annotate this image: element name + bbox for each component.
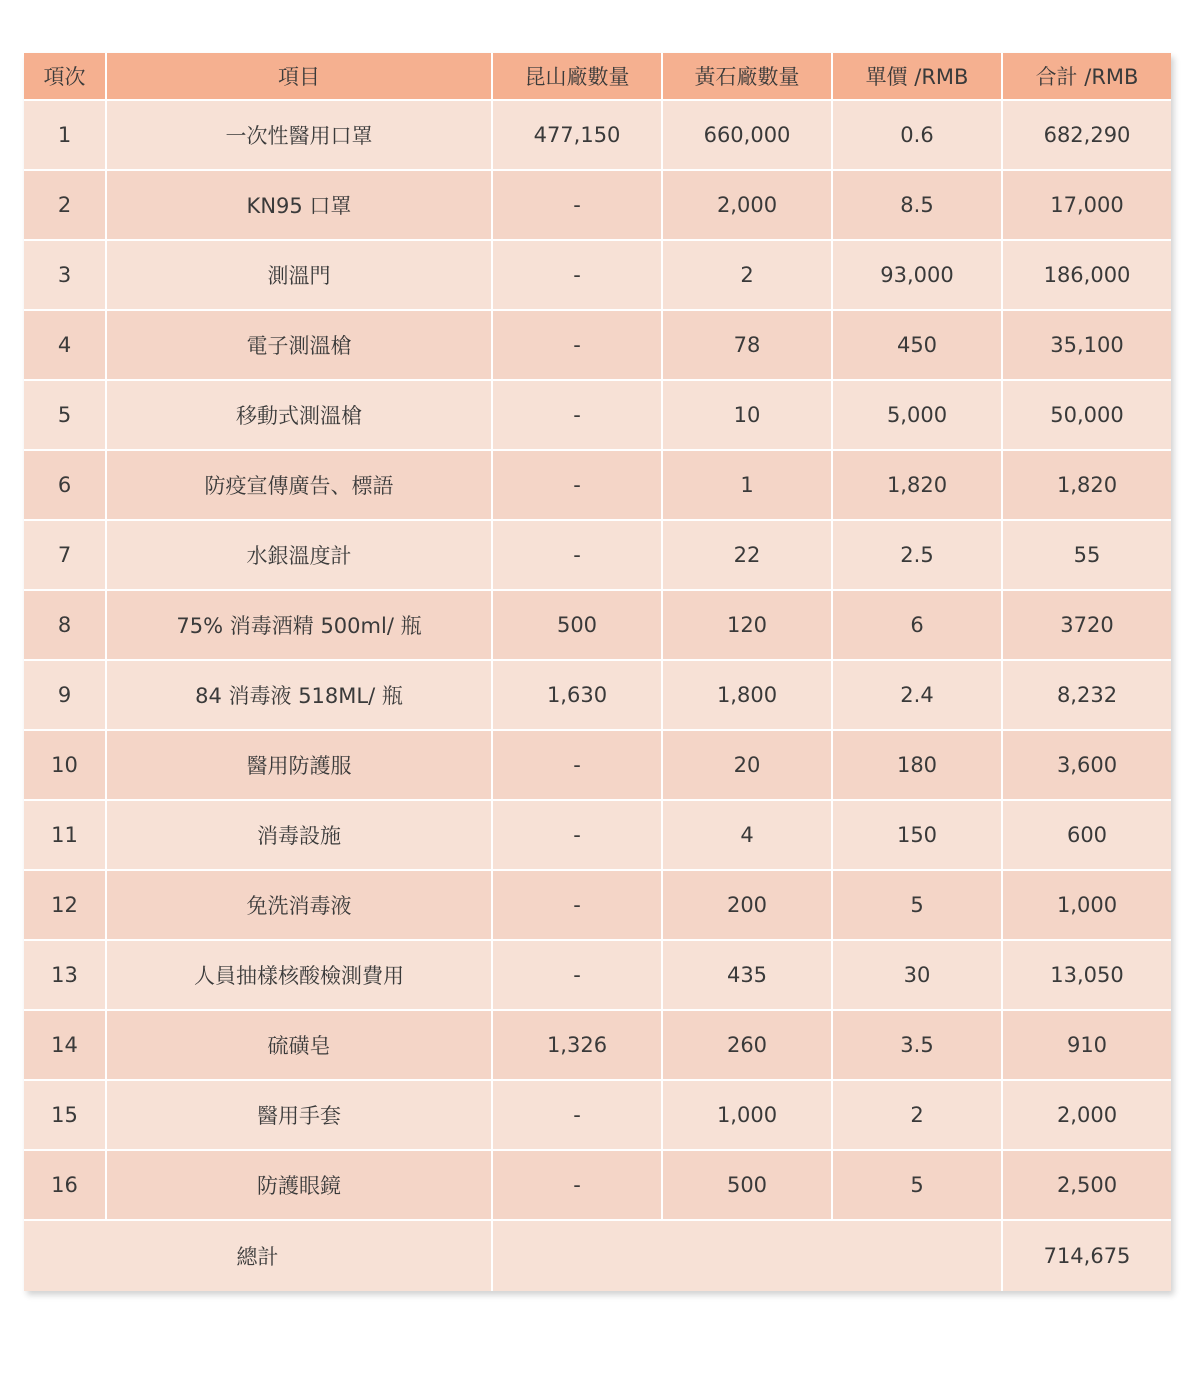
cell-subtotal: 35,100 [1002, 310, 1171, 380]
cell-kunshan-qty: - [492, 800, 662, 870]
cell-item-name: 防疫宣傳廣告、標語 [106, 450, 492, 520]
cell-item-name: 免洗消毒液 [106, 870, 492, 940]
cell-item-name: 消毒設施 [106, 800, 492, 870]
cell-kunshan-qty: - [492, 1080, 662, 1150]
total-blank [492, 1220, 1002, 1291]
cell-kunshan-qty: 1,326 [492, 1010, 662, 1080]
cell-item-no: 6 [24, 450, 106, 520]
cell-item-name: 電子測溫槍 [106, 310, 492, 380]
cell-item-name: 84 消毒液 518ML/ 瓶 [106, 660, 492, 730]
cell-item-name: 測溫門 [106, 240, 492, 310]
cell-huangshi-qty: 78 [662, 310, 832, 380]
cell-item-name: 醫用防護服 [106, 730, 492, 800]
cell-huangshi-qty: 22 [662, 520, 832, 590]
table-row [24, 940, 1171, 1010]
expense-table-container [24, 53, 1171, 1291]
cell-item-no: 10 [24, 730, 106, 800]
cell-item-name: 硫磺皂 [106, 1010, 492, 1080]
cell-subtotal: 910 [1002, 1010, 1171, 1080]
cell-unit-price: 5 [832, 1150, 1002, 1220]
cell-item-no: 11 [24, 800, 106, 870]
table-row [24, 800, 1171, 870]
cell-subtotal: 186,000 [1002, 240, 1171, 310]
header-subtotal: 合計 /RMB [1002, 53, 1171, 100]
cell-kunshan-qty: - [492, 170, 662, 240]
table-row [24, 730, 1171, 800]
cell-huangshi-qty: 1,000 [662, 1080, 832, 1150]
cell-item-name: KN95 口罩 [106, 170, 492, 240]
cell-item-name: 人員抽樣核酸檢測費用 [106, 940, 492, 1010]
cell-item-name: 水銀溫度計 [106, 520, 492, 590]
cell-kunshan-qty: 477,150 [492, 100, 662, 170]
cell-unit-price: 93,000 [832, 240, 1002, 310]
table-row [24, 1150, 1171, 1220]
cell-item-no: 15 [24, 1080, 106, 1150]
cell-kunshan-qty: - [492, 520, 662, 590]
table-row [24, 870, 1171, 940]
cell-unit-price: 3.5 [832, 1010, 1002, 1080]
cell-subtotal: 1,820 [1002, 450, 1171, 520]
header-huangshi-qty: 黃石廠數量 [662, 53, 832, 100]
table-row [24, 240, 1171, 310]
expense-table [24, 53, 1171, 1291]
cell-item-no: 9 [24, 660, 106, 730]
cell-kunshan-qty: 500 [492, 590, 662, 660]
cell-unit-price: 2.4 [832, 660, 1002, 730]
cell-subtotal: 682,290 [1002, 100, 1171, 170]
cell-item-no: 2 [24, 170, 106, 240]
cell-subtotal: 2,000 [1002, 1080, 1171, 1150]
cell-huangshi-qty: 4 [662, 800, 832, 870]
table-row [24, 100, 1171, 170]
header-item-name: 項目 [106, 53, 492, 100]
cell-huangshi-qty: 200 [662, 870, 832, 940]
cell-item-no: 13 [24, 940, 106, 1010]
cell-item-no: 12 [24, 870, 106, 940]
cell-huangshi-qty: 2 [662, 240, 832, 310]
cell-item-no: 5 [24, 380, 106, 450]
cell-kunshan-qty: - [492, 240, 662, 310]
cell-item-name: 75% 消毒酒精 500ml/ 瓶 [106, 590, 492, 660]
cell-subtotal: 50,000 [1002, 380, 1171, 450]
cell-subtotal: 3720 [1002, 590, 1171, 660]
table-row [24, 1080, 1171, 1150]
header-kunshan-qty: 昆山廠數量 [492, 53, 662, 100]
cell-item-no: 4 [24, 310, 106, 380]
cell-huangshi-qty: 260 [662, 1010, 832, 1080]
cell-item-name: 移動式測溫槍 [106, 380, 492, 450]
table-row [24, 310, 1171, 380]
cell-subtotal: 1,000 [1002, 870, 1171, 940]
cell-huangshi-qty: 2,000 [662, 170, 832, 240]
total-row [24, 1220, 1171, 1291]
cell-kunshan-qty: - [492, 940, 662, 1010]
cell-unit-price: 450 [832, 310, 1002, 380]
table-row [24, 450, 1171, 520]
cell-kunshan-qty: - [492, 450, 662, 520]
cell-subtotal: 3,600 [1002, 730, 1171, 800]
cell-huangshi-qty: 435 [662, 940, 832, 1010]
cell-item-no: 3 [24, 240, 106, 310]
cell-huangshi-qty: 500 [662, 1150, 832, 1220]
cell-kunshan-qty: - [492, 310, 662, 380]
table-row [24, 590, 1171, 660]
cell-item-no: 8 [24, 590, 106, 660]
cell-huangshi-qty: 1,800 [662, 660, 832, 730]
cell-item-no: 7 [24, 520, 106, 590]
table-row [24, 1010, 1171, 1080]
cell-kunshan-qty: 1,630 [492, 660, 662, 730]
table-row [24, 170, 1171, 240]
cell-kunshan-qty: - [492, 1150, 662, 1220]
cell-huangshi-qty: 120 [662, 590, 832, 660]
cell-kunshan-qty: - [492, 870, 662, 940]
cell-unit-price: 5,000 [832, 380, 1002, 450]
cell-item-name: 醫用手套 [106, 1080, 492, 1150]
cell-unit-price: 150 [832, 800, 1002, 870]
cell-subtotal: 55 [1002, 520, 1171, 590]
cell-huangshi-qty: 10 [662, 380, 832, 450]
cell-item-name: 防護眼鏡 [106, 1150, 492, 1220]
cell-unit-price: 2 [832, 1080, 1002, 1150]
cell-huangshi-qty: 1 [662, 450, 832, 520]
cell-item-no: 14 [24, 1010, 106, 1080]
cell-unit-price: 6 [832, 590, 1002, 660]
cell-unit-price: 2.5 [832, 520, 1002, 590]
cell-unit-price: 8.5 [832, 170, 1002, 240]
cell-unit-price: 30 [832, 940, 1002, 1010]
cell-subtotal: 8,232 [1002, 660, 1171, 730]
header-unit-price: 單價 /RMB [832, 53, 1002, 100]
header-item-no: 項次 [24, 53, 106, 100]
cell-unit-price: 0.6 [832, 100, 1002, 170]
total-label: 總計 [24, 1220, 492, 1291]
table-row [24, 380, 1171, 450]
cell-subtotal: 2,500 [1002, 1150, 1171, 1220]
table-row [24, 520, 1171, 590]
cell-kunshan-qty: - [492, 380, 662, 450]
cell-subtotal: 17,000 [1002, 170, 1171, 240]
cell-subtotal: 13,050 [1002, 940, 1171, 1010]
table-row [24, 660, 1171, 730]
cell-unit-price: 180 [832, 730, 1002, 800]
cell-item-name: 一次性醫用口罩 [106, 100, 492, 170]
cell-unit-price: 1,820 [832, 450, 1002, 520]
cell-huangshi-qty: 660,000 [662, 100, 832, 170]
table-header-row [24, 53, 1171, 100]
cell-kunshan-qty: - [492, 730, 662, 800]
cell-item-no: 1 [24, 100, 106, 170]
cell-huangshi-qty: 20 [662, 730, 832, 800]
cell-subtotal: 600 [1002, 800, 1171, 870]
total-value: 714,675 [1002, 1220, 1171, 1291]
cell-item-no: 16 [24, 1150, 106, 1220]
cell-unit-price: 5 [832, 870, 1002, 940]
